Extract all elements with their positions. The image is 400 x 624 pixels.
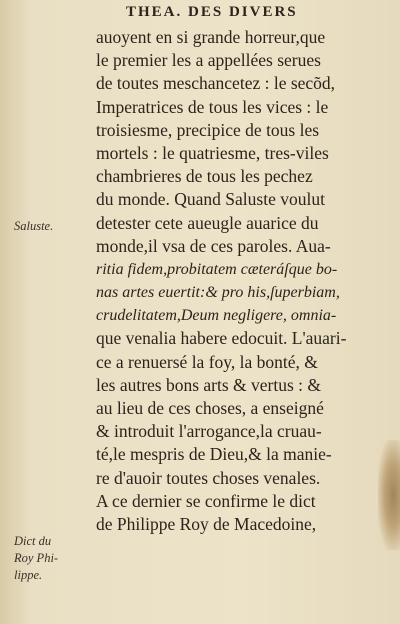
text-line: ce a renuersé la foy, la bonté, & [96, 351, 318, 372]
text-line: re d'auoir toutes choses venales. [96, 467, 321, 488]
text-line: detester cete aueugle auarice du [96, 212, 319, 233]
text-line: chambrieres de tous les pechez [96, 166, 313, 187]
text-line: du monde. Quand Saluste voulut [96, 189, 325, 210]
margin-note-line: Roy Phi- [14, 551, 59, 565]
text-line: que venalia habere edocuit. L'auari- [96, 328, 347, 349]
text-line: les autres bons arts & vertus : & [96, 374, 322, 395]
text-line: A ce dernier se confirme le dict [96, 490, 316, 511]
margin-note-dict-roy [14, 533, 94, 584]
text-line: troisiesme, precipice de tous les [96, 119, 320, 140]
text-line: mortels : le quatriesme, tres-viles [96, 142, 329, 163]
text-line: monde,il vsa de ces paroles. Aua- [96, 235, 331, 256]
text-line: de Philippe Roy de Macedoine, [96, 513, 317, 534]
text-line: ritia fidem,probitatem cæteráſque bo- [96, 260, 338, 278]
margin-note-saluste: Saluste. [14, 219, 54, 233]
text-line: té,le mespris de Dieu,& la manie- [96, 444, 332, 465]
text-line: Imperatrices de tous les vices : le [96, 96, 329, 117]
text-line: de toutes meschancetez : le secõd, [96, 73, 336, 94]
text-line: nas artes euertit:& pro his,ſuperbiam, [96, 284, 340, 302]
running-header: THEA. DES DIVERS [126, 4, 298, 20]
text-line: crudelitatem,Deum negligere, omnia- [96, 307, 337, 325]
text-line: au lieu de ces choses, a enseigné [96, 398, 324, 418]
text-line: le premier les a appellées serues [96, 50, 321, 71]
body-text [96, 26, 392, 536]
text-line: & introduit l'arrogance,la cruau- [96, 421, 322, 442]
text-line: auoyent en si grande horreur,que [96, 27, 326, 47]
margin-note-line: lippe. [14, 568, 43, 582]
margin-note-line: Dict du [14, 534, 52, 548]
